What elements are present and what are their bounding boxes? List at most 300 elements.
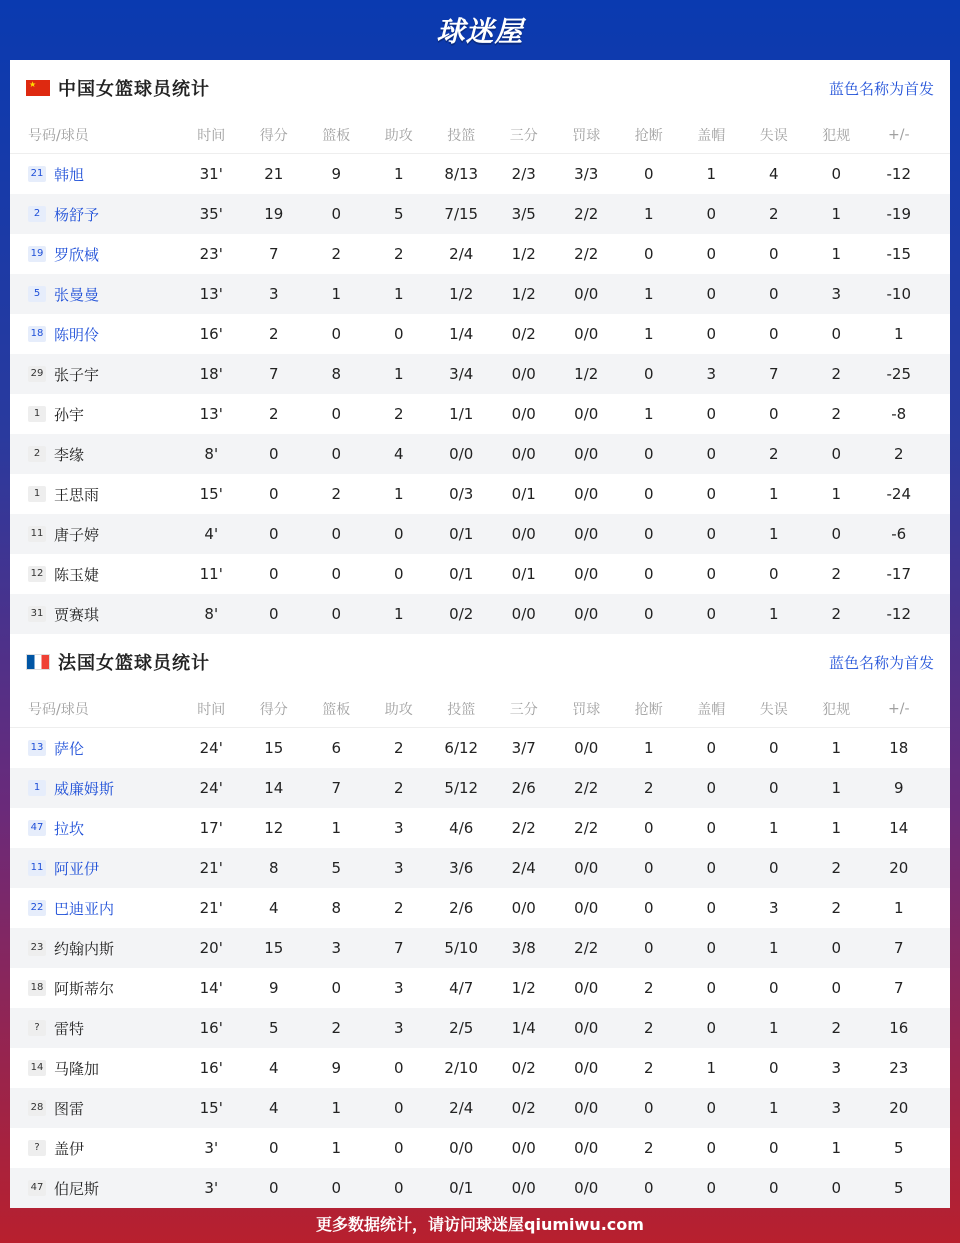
- stat-cell: 1: [831, 819, 842, 837]
- stat-cell: 0/0: [449, 445, 474, 463]
- column-header: 失误: [759, 701, 788, 718]
- stat-cell: 2/2: [574, 939, 599, 957]
- stat-cell: 4: [268, 1099, 279, 1117]
- stat-cell: -6: [891, 525, 907, 543]
- stat-cell: 21: [264, 165, 284, 183]
- player-cell[interactable]: [10, 978, 180, 999]
- table-row[interactable]: [10, 234, 950, 274]
- stat-cell: 0: [331, 205, 342, 223]
- stat-cell: 5: [393, 205, 404, 223]
- stat-cell: 8': [204, 605, 219, 623]
- player-cell[interactable]: [10, 1018, 180, 1039]
- stat-cell: 0: [643, 899, 654, 917]
- stat-cell: 0/0: [574, 1019, 599, 1037]
- table-row[interactable]: [10, 474, 950, 514]
- stat-cell: 0: [331, 565, 342, 583]
- stat-cell: 0/2: [511, 1099, 536, 1117]
- stat-cell: 19: [264, 205, 284, 223]
- table-row[interactable]: [10, 848, 950, 888]
- table-row[interactable]: [10, 1168, 950, 1208]
- stat-cell: 1: [643, 405, 654, 423]
- stat-cell: -8: [891, 405, 907, 423]
- stat-cell: 0: [831, 1179, 842, 1197]
- stat-cell: 0/0: [574, 859, 599, 877]
- stat-cell: 0: [706, 859, 717, 877]
- jersey-number: 21: [28, 166, 46, 182]
- stat-cell: 2: [893, 445, 904, 463]
- stat-cell: 21': [199, 859, 223, 877]
- player-name[interactable]: 马隆加: [54, 1059, 100, 1078]
- stat-cell: 0: [331, 605, 342, 623]
- player-name[interactable]: 李缘: [54, 445, 85, 464]
- stat-cell: 16': [199, 325, 223, 343]
- stat-cell: 1/2: [511, 979, 536, 997]
- stat-cell: 0/1: [511, 565, 536, 583]
- stat-cell: 0/1: [511, 485, 536, 503]
- stat-cell: 0: [768, 285, 779, 303]
- stat-cell: 2: [393, 739, 404, 757]
- stat-cell: 5: [893, 1179, 904, 1197]
- stat-cell: 3: [393, 979, 404, 997]
- stat-cell: 1: [768, 525, 779, 543]
- player-cell[interactable]: [10, 164, 180, 185]
- stat-cell: -12: [886, 605, 911, 623]
- column-header: 三分: [509, 701, 538, 718]
- player-name[interactable]: 萨伦: [54, 739, 85, 758]
- stat-cell: 2: [831, 605, 842, 623]
- stat-cell: 2: [831, 899, 842, 917]
- stat-cell: 0: [643, 445, 654, 463]
- player-cell[interactable]: [10, 284, 180, 305]
- stat-cell: 17': [199, 819, 223, 837]
- stat-cell: 0: [643, 859, 654, 877]
- stat-cell: 0: [643, 1179, 654, 1197]
- player-cell[interactable]: [10, 738, 180, 759]
- stat-cell: 2/4: [511, 859, 536, 877]
- player-cell[interactable]: [10, 818, 180, 839]
- column-header: 助攻: [384, 701, 413, 718]
- player-cell[interactable]: [10, 324, 180, 345]
- column-header: 犯规: [822, 701, 851, 718]
- stat-cell: 0/0: [511, 445, 536, 463]
- stat-cell: 2/5: [449, 1019, 474, 1037]
- column-header: 篮板: [322, 127, 351, 144]
- stat-cell: 0: [706, 1139, 717, 1157]
- stat-cell: 16': [199, 1019, 223, 1037]
- player-name[interactable]: 唐子婷: [54, 525, 100, 544]
- stat-cell: 0: [768, 245, 779, 263]
- stat-cell: 0/0: [574, 565, 599, 583]
- stat-cell: 1: [393, 605, 404, 623]
- stat-cell: -24: [886, 485, 911, 503]
- stat-cell: 23: [889, 1059, 909, 1077]
- stat-cell: 1: [643, 205, 654, 223]
- stat-cell: 0/0: [574, 1139, 599, 1157]
- jersey-number: 28: [28, 1100, 46, 1116]
- stat-cell: 8: [331, 899, 342, 917]
- stat-cell: 3: [831, 285, 842, 303]
- stat-cell: 2: [831, 365, 842, 383]
- stat-cell: 0: [706, 205, 717, 223]
- table-row[interactable]: [10, 354, 950, 394]
- stat-cell: 2/4: [449, 245, 474, 263]
- stat-cell: 0/0: [511, 605, 536, 623]
- stat-cell: 0: [393, 1099, 404, 1117]
- stat-cell: 24': [199, 739, 223, 757]
- stat-cell: 1: [706, 1059, 717, 1077]
- stat-cell: 4/6: [449, 819, 474, 837]
- jersey-number: 19: [28, 246, 46, 262]
- stat-cell: 2: [331, 245, 342, 263]
- player-cell[interactable]: [10, 1098, 180, 1119]
- table-row[interactable]: [10, 1088, 950, 1128]
- table-row[interactable]: [10, 194, 950, 234]
- stat-cell: 1: [831, 779, 842, 797]
- stat-cell: 5: [331, 859, 342, 877]
- stat-cell: 0/0: [511, 1179, 536, 1197]
- column-header: 抢断: [634, 127, 663, 144]
- column-header: 失误: [759, 127, 788, 144]
- stat-cell: -25: [886, 365, 911, 383]
- stat-cell: 0: [393, 1059, 404, 1077]
- stat-cell: 1: [643, 739, 654, 757]
- player-cell[interactable]: [10, 564, 180, 585]
- stat-cell: 0: [706, 1099, 717, 1117]
- stat-cell: 1: [768, 939, 779, 957]
- stat-cell: 0/2: [449, 605, 474, 623]
- stat-cell: 0: [706, 525, 717, 543]
- player-name[interactable]: 张曼曼: [54, 285, 100, 304]
- stat-cell: 21': [199, 899, 223, 917]
- stat-cell: 0: [643, 1099, 654, 1117]
- stat-cell: 0: [706, 485, 717, 503]
- stat-cell: 0: [768, 979, 779, 997]
- player-name[interactable]: 王思雨: [54, 485, 100, 504]
- stat-cell: 0/0: [449, 1139, 474, 1157]
- stat-cell: 1: [768, 1099, 779, 1117]
- stat-cell: 35': [199, 205, 223, 223]
- column-header: 抢断: [634, 701, 663, 718]
- stat-cell: 2: [831, 405, 842, 423]
- stat-cell: 0/0: [574, 285, 599, 303]
- stat-cell: 7/15: [444, 205, 479, 223]
- player-cell[interactable]: [10, 364, 180, 385]
- table-row[interactable]: [10, 808, 950, 848]
- stat-cell: 4: [268, 1059, 279, 1077]
- player-name[interactable]: 拉坎: [54, 819, 85, 838]
- player-cell[interactable]: [10, 938, 180, 959]
- player-cell[interactable]: [10, 898, 180, 919]
- player-name[interactable]: 张子宇: [54, 365, 100, 384]
- player-name[interactable]: 罗欣棫: [54, 245, 100, 264]
- stat-cell: 1: [893, 325, 904, 343]
- stat-cell: 0/0: [574, 485, 599, 503]
- table-row[interactable]: [10, 434, 950, 474]
- stat-cell: 7: [768, 365, 779, 383]
- stat-cell: 9: [893, 779, 904, 797]
- stat-cell: 0/1: [449, 1179, 474, 1197]
- stat-cell: 3/8: [511, 939, 536, 957]
- player-name[interactable]: 韩旭: [54, 165, 85, 184]
- stat-cell: 3: [393, 819, 404, 837]
- stat-cell: 0/2: [511, 325, 536, 343]
- jersey-number: 23: [28, 940, 46, 956]
- stat-cell: 1: [768, 1019, 779, 1037]
- stat-cell: 13': [199, 405, 223, 423]
- stat-cell: 0/0: [574, 899, 599, 917]
- stat-cell: 18: [889, 739, 909, 757]
- stat-cell: 0/1: [449, 565, 474, 583]
- stat-cell: 2: [393, 405, 404, 423]
- section-header: [10, 634, 950, 690]
- stat-cell: 2/2: [511, 819, 536, 837]
- jersey-number: 22: [28, 900, 46, 916]
- stat-cell: 0: [643, 245, 654, 263]
- stat-cell: 5: [893, 1139, 904, 1157]
- jersey-number: 2: [28, 206, 46, 222]
- player-name[interactable]: 阿亚伊: [54, 859, 100, 878]
- stat-cell: 15': [199, 1099, 223, 1117]
- stat-cell: 0: [706, 445, 717, 463]
- stat-cell: 2: [768, 205, 779, 223]
- stat-cell: 6: [331, 739, 342, 757]
- stat-cell: 0: [268, 485, 279, 503]
- stat-cell: 3/3: [574, 165, 599, 183]
- table-row[interactable]: [10, 554, 950, 594]
- stat-cell: 0: [768, 1059, 779, 1077]
- stat-cell: 1: [393, 165, 404, 183]
- player-name[interactable]: 盖伊: [54, 1139, 85, 1158]
- stat-cell: 16': [199, 1059, 223, 1077]
- player-name[interactable]: 巴迪亚内: [54, 899, 115, 918]
- stat-cell: 16: [889, 1019, 909, 1037]
- stat-cell: 0: [643, 485, 654, 503]
- stat-cell: 1: [768, 485, 779, 503]
- stat-cell: 0: [643, 819, 654, 837]
- stat-cell: 0: [393, 525, 404, 543]
- stat-cell: 2: [643, 1139, 654, 1157]
- table-row[interactable]: [10, 1048, 950, 1088]
- stat-cell: 2/10: [444, 1059, 479, 1077]
- stat-cell: 1: [706, 165, 717, 183]
- stat-cell: 6/12: [444, 739, 479, 757]
- section-title: 法国女篮球员统计: [58, 653, 210, 674]
- stat-cell: 1/2: [574, 365, 599, 383]
- player-name[interactable]: 约翰内斯: [54, 939, 115, 958]
- stat-cell: 3: [831, 1059, 842, 1077]
- stat-cell: -17: [886, 565, 911, 583]
- column-header: 三分: [509, 127, 538, 144]
- stat-cell: 2: [768, 445, 779, 463]
- stat-cell: 20: [889, 859, 909, 877]
- stat-cell: 0: [331, 979, 342, 997]
- france-flag-icon: [26, 654, 50, 670]
- table-header-row: [10, 690, 950, 728]
- stat-cell: 15': [199, 485, 223, 503]
- player-name[interactable]: 杨舒予: [54, 205, 100, 224]
- stat-cell: 4: [393, 445, 404, 463]
- stat-cell: 1: [768, 819, 779, 837]
- stat-cell: 0/0: [574, 325, 599, 343]
- stat-cell: 1: [831, 245, 842, 263]
- stat-cell: 2/2: [574, 779, 599, 797]
- player-name[interactable]: 雷特: [54, 1019, 85, 1038]
- stat-cell: 0: [768, 1139, 779, 1157]
- stat-cell: 0: [331, 445, 342, 463]
- stat-cell: 7: [893, 979, 904, 997]
- column-header: 号码/球员: [28, 127, 89, 144]
- stat-cell: 0: [706, 245, 717, 263]
- player-cell[interactable]: [10, 778, 180, 799]
- stat-cell: 1/2: [511, 245, 536, 263]
- stat-cell: -12: [886, 165, 911, 183]
- player-cell[interactable]: [10, 604, 180, 625]
- stat-cell: 0: [706, 779, 717, 797]
- stat-cell: 0: [393, 1179, 404, 1197]
- player-cell[interactable]: [10, 244, 180, 265]
- stat-cell: 11': [199, 565, 223, 583]
- stat-cell: 0: [831, 979, 842, 997]
- player-name[interactable]: 贾赛琪: [54, 605, 100, 624]
- player-name[interactable]: 伯尼斯: [54, 1179, 100, 1198]
- stat-cell: 0: [831, 939, 842, 957]
- stat-cell: 1/4: [511, 1019, 536, 1037]
- player-cell[interactable]: [10, 444, 180, 465]
- stat-cell: 0: [768, 325, 779, 343]
- player-name[interactable]: 陈明伶: [54, 325, 100, 344]
- player-cell[interactable]: [10, 484, 180, 505]
- player-cell[interactable]: [10, 1138, 180, 1159]
- stat-cell: -10: [886, 285, 911, 303]
- stat-cell: 5/12: [444, 779, 479, 797]
- stat-cell: 2: [393, 779, 404, 797]
- column-header: 号码/球员: [28, 701, 89, 718]
- stat-cell: 0: [768, 859, 779, 877]
- stat-cell: 3/4: [449, 365, 474, 383]
- stat-cell: 2: [643, 1019, 654, 1037]
- stat-cell: 0/0: [511, 525, 536, 543]
- stat-cell: 1: [831, 485, 842, 503]
- stat-cell: 0/1: [449, 525, 474, 543]
- stat-cell: 3: [393, 859, 404, 877]
- column-header: 盖帽: [697, 701, 726, 718]
- stat-cell: 1: [831, 739, 842, 757]
- stat-cell: 3: [268, 285, 279, 303]
- stat-cell: 0: [393, 565, 404, 583]
- player-cell[interactable]: [10, 404, 180, 425]
- player-cell[interactable]: [10, 1178, 180, 1199]
- player-name[interactable]: 威廉姆斯: [54, 779, 115, 798]
- stat-cell: 2/3: [511, 165, 536, 183]
- stat-cell: 0: [268, 565, 279, 583]
- jersey-number: 11: [28, 860, 46, 876]
- china-flag-icon: [26, 80, 50, 96]
- stat-cell: 0: [643, 565, 654, 583]
- stat-cell: 14: [889, 819, 909, 837]
- stats-table: [10, 690, 950, 1208]
- stat-cell: 20': [199, 939, 223, 957]
- table-row[interactable]: [10, 594, 950, 634]
- stat-cell: 1: [393, 285, 404, 303]
- player-cell[interactable]: [10, 204, 180, 225]
- table-row[interactable]: [10, 1128, 950, 1168]
- table-row[interactable]: [10, 394, 950, 434]
- column-header: 得分: [259, 701, 288, 718]
- stat-cell: 9: [331, 165, 342, 183]
- stat-cell: 3': [204, 1139, 219, 1157]
- player-cell[interactable]: [10, 1058, 180, 1079]
- jersey-number: 2: [28, 446, 46, 462]
- jersey-number: 47: [28, 820, 46, 836]
- table-row[interactable]: [10, 968, 950, 1008]
- stat-cell: 8': [204, 445, 219, 463]
- table-row[interactable]: [10, 1008, 950, 1048]
- stat-cell: 1: [393, 485, 404, 503]
- stat-cell: 4': [204, 525, 219, 543]
- stat-cell: -19: [886, 205, 911, 223]
- stat-cell: 2: [643, 779, 654, 797]
- stat-cell: 0: [706, 405, 717, 423]
- stat-cell: 9: [331, 1059, 342, 1077]
- table-row[interactable]: [10, 728, 950, 768]
- stat-cell: 1: [831, 205, 842, 223]
- stat-cell: 0: [831, 325, 842, 343]
- stat-cell: 1/2: [511, 285, 536, 303]
- stat-cell: 1: [768, 605, 779, 623]
- table-row[interactable]: [10, 154, 950, 194]
- stat-cell: 0: [706, 739, 717, 757]
- stat-cell: 0: [643, 939, 654, 957]
- stat-cell: 3: [831, 1099, 842, 1117]
- table-row[interactable]: [10, 314, 950, 354]
- table-row[interactable]: [10, 768, 950, 808]
- stat-cell: 0/0: [574, 739, 599, 757]
- stat-cell: 31': [199, 165, 223, 183]
- starter-note: 蓝色名称为首发: [828, 653, 934, 672]
- player-cell[interactable]: [10, 858, 180, 879]
- jersey-number: 11: [28, 526, 46, 542]
- table-row[interactable]: [10, 888, 950, 928]
- table-row[interactable]: [10, 928, 950, 968]
- stat-cell: 1/4: [449, 325, 474, 343]
- stat-cell: 0: [706, 1019, 717, 1037]
- player-name[interactable]: 阿斯蒂尔: [54, 979, 115, 998]
- stat-cell: 0: [706, 605, 717, 623]
- player-name[interactable]: 陈玉婕: [54, 565, 100, 584]
- stat-cell: 0: [268, 445, 279, 463]
- table-row[interactable]: [10, 514, 950, 554]
- column-header: +/-: [888, 700, 910, 717]
- jersey-number: ?: [28, 1020, 46, 1036]
- stat-cell: 0: [706, 325, 717, 343]
- column-header: 犯规: [822, 127, 851, 144]
- jersey-number: 13: [28, 740, 46, 756]
- stat-cell: 0/0: [511, 365, 536, 383]
- player-name[interactable]: 图雷: [54, 1099, 85, 1118]
- stat-cell: 15: [264, 939, 284, 957]
- footer-banner[interactable]: [0, 1203, 960, 1243]
- stat-cell: 0: [768, 405, 779, 423]
- app-header: [0, 0, 960, 60]
- stat-cell: 0: [706, 1179, 717, 1197]
- stat-cell: 4: [268, 899, 279, 917]
- player-cell[interactable]: [10, 524, 180, 545]
- table-row[interactable]: [10, 274, 950, 314]
- stat-cell: 2/2: [574, 245, 599, 263]
- stat-cell: 14': [199, 979, 223, 997]
- player-name[interactable]: 孙宇: [54, 405, 85, 424]
- stat-cell: 0: [393, 1139, 404, 1157]
